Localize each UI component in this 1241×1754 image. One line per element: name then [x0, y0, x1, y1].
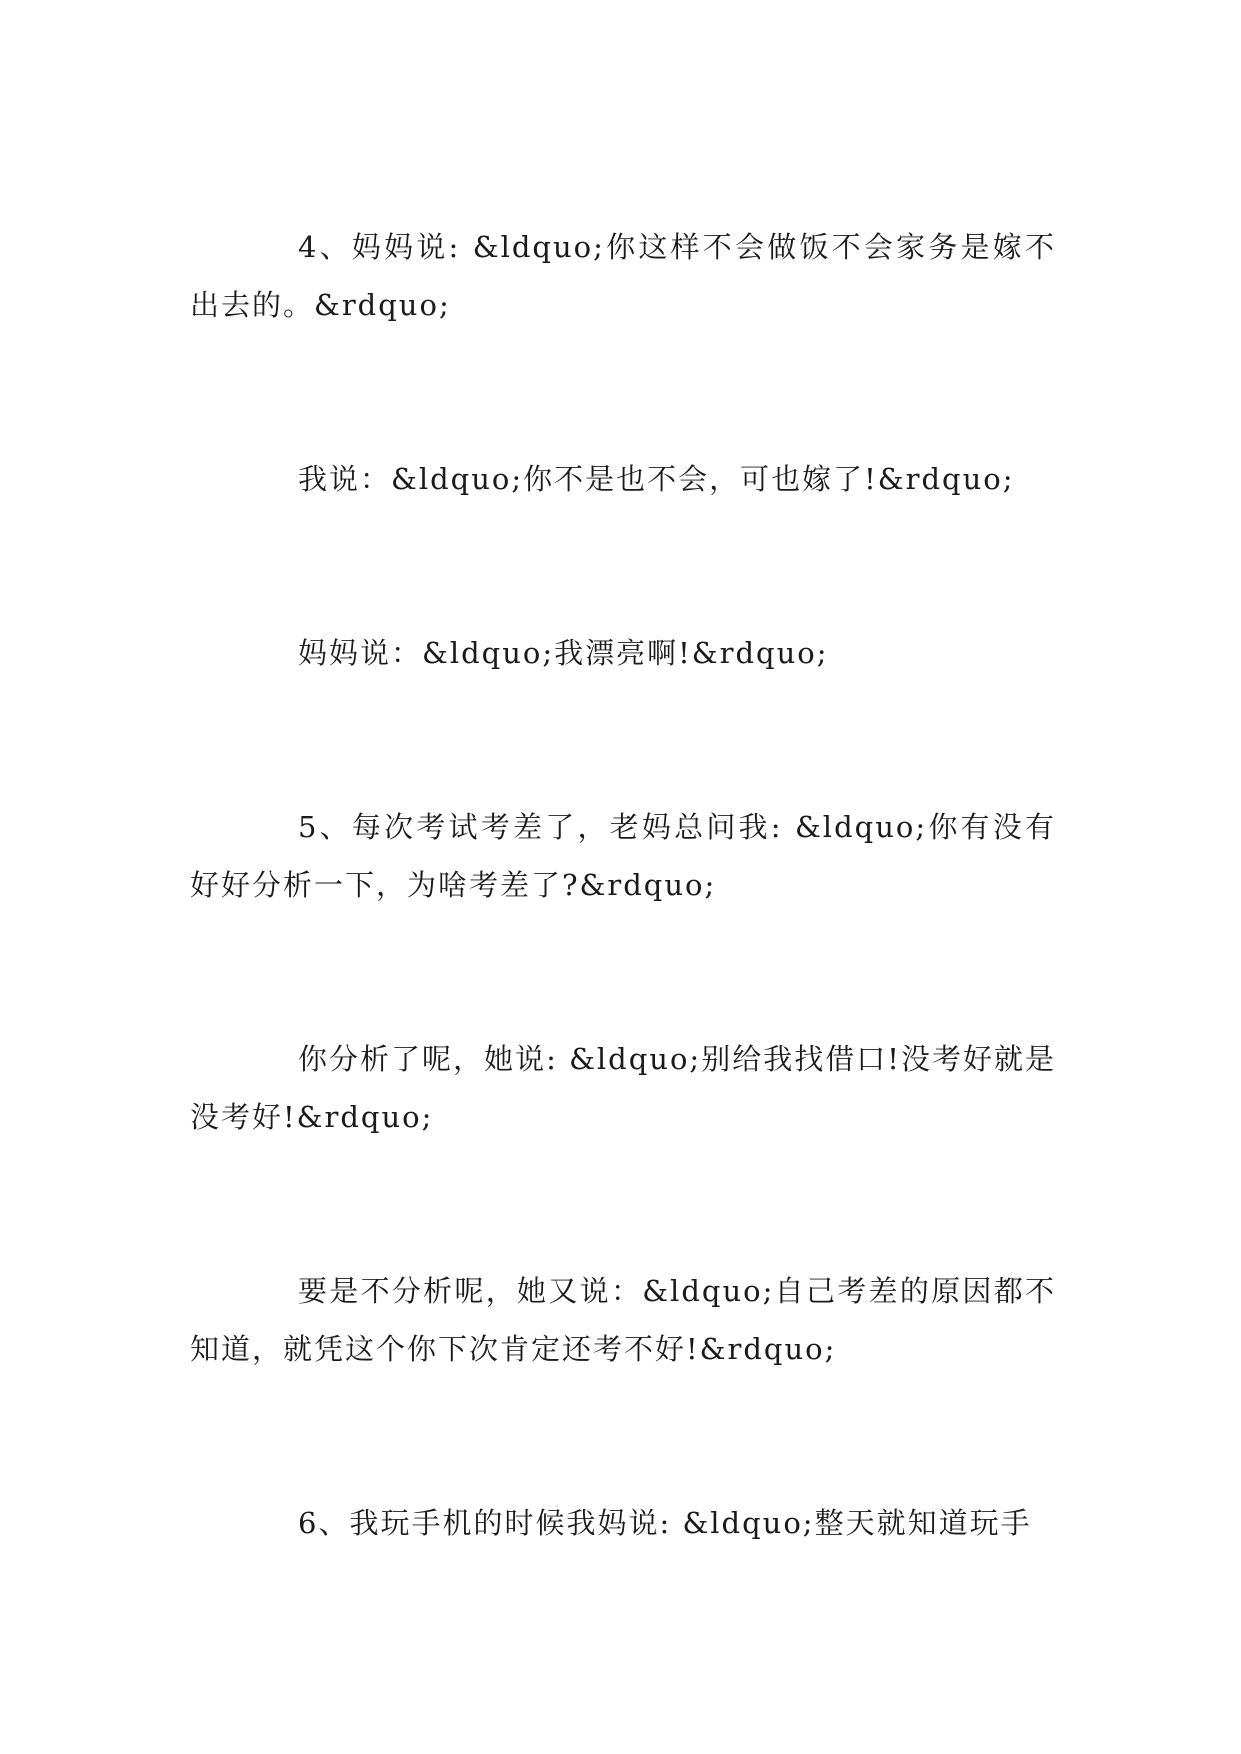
paragraph: 你分析了呢，她说: &ldquo;别给我找借口!没考好就是没考好!&rdquo; — [190, 1042, 1056, 1134]
document-body — [190, 218, 1056, 1552]
paragraph: 6、我玩手机的时候我妈说: &ldquo;整天就知道玩手 — [298, 1506, 1032, 1540]
paragraph: 5、每次考试考差了，老妈总问我: &ldquo;你有没有好好分析一下，为啥考差了?&rdquo; — [190, 810, 1056, 902]
paragraph: 我说：&ldquo;你不是也不会，可也嫁了!&rdquo; — [298, 462, 1015, 496]
paragraph: 4、妈妈说: &ldquo;你这样不会做饭不会家务是嫁不出去的。&rdquo; — [190, 230, 1056, 322]
paragraph: 要是不分析呢，她又说：&ldquo;自己考差的原因都不知道，就凭这个你下次肯定还考不好!&rdquo; — [190, 1274, 1056, 1366]
paragraph: 妈妈说：&ldquo;我漂亮啊!&rdquo; — [298, 636, 829, 670]
